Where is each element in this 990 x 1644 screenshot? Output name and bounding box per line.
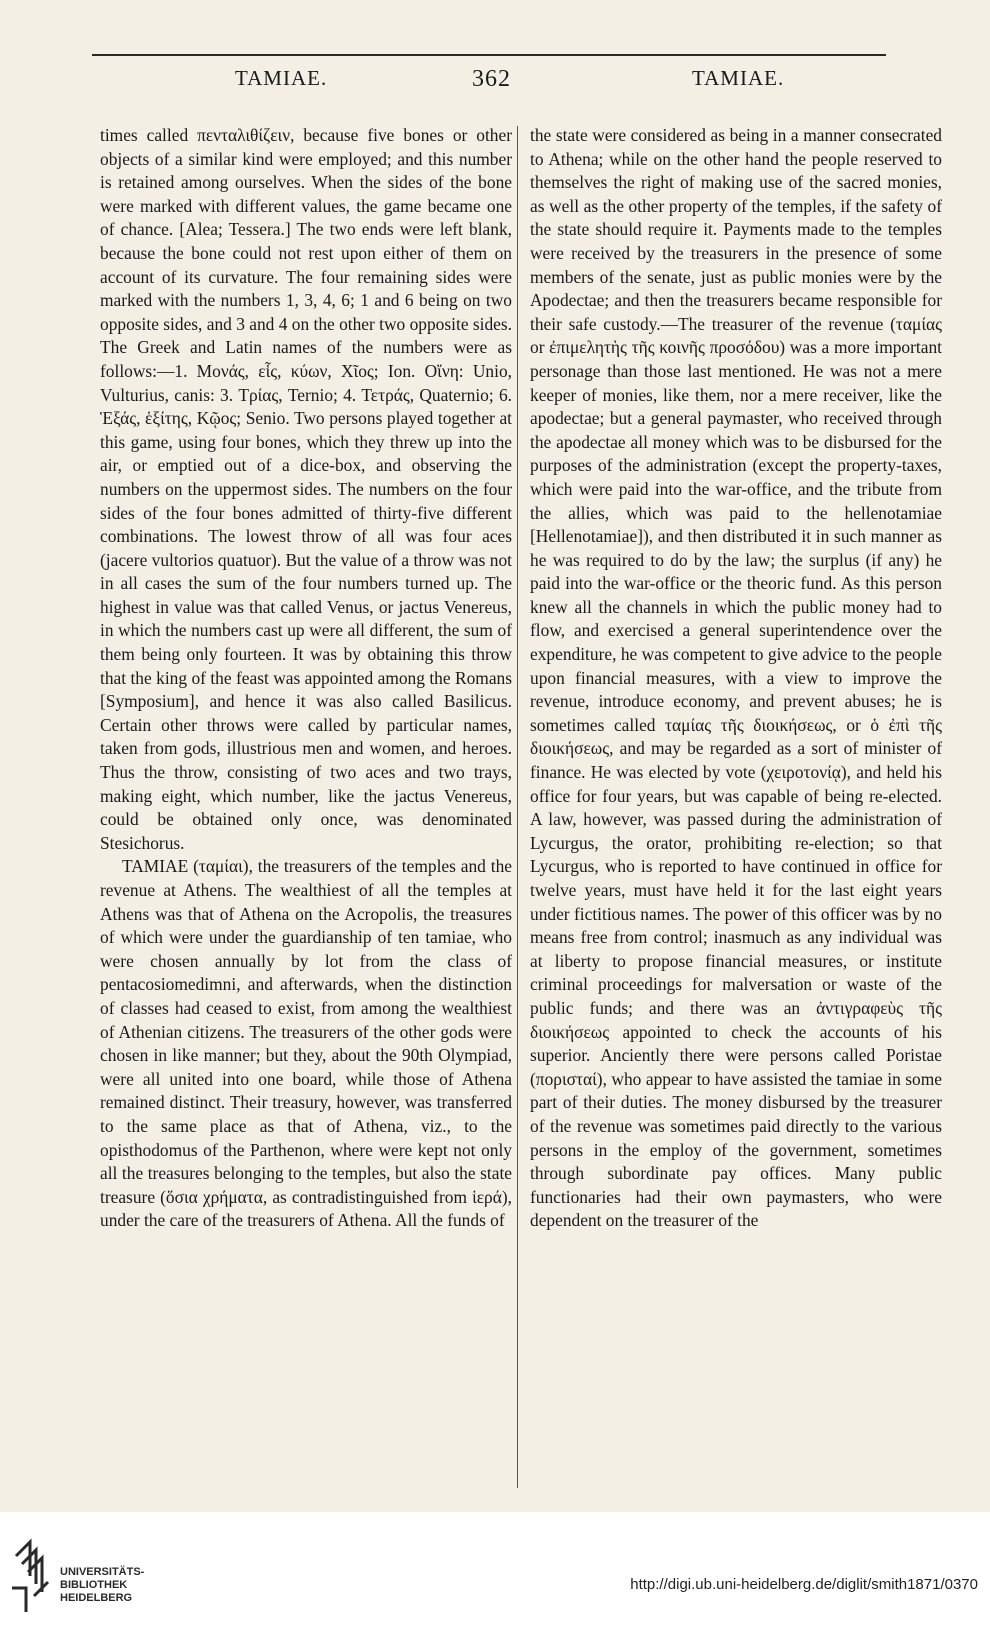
- running-head-left: TAMIAE.: [235, 66, 328, 90]
- right-column: [530, 124, 942, 1490]
- paragraph-tamiae-entry: TAMIAE (ταμίαι), the treasurers of the temples and the revenue at Athens. The wealthiest of all the temples at Athens was that of Athena on the Acropolis, the treasures of which were under the guardianship of ten tamiae, who were chosen annually by lot from the class of pentacosiomedimni, and afterwards, when the distinction of classes had ceased to exist, from among the wealthiest of Athenian citizens. The treasurers of the other gods were chosen in like manner; but they, about the 90th Olympiad, were all united into one board, while those of Athena remained distinct. Their treasury, however, was transferred to the same place as that of Athena, viz., to the opisthodomus of the Parthenon, where were kept not only all the treasures belonging to the temples, but also the state treasure (ὅσια χρήματα, as contradistinguished from ἱερά), under the care of the treasurers of Athena. All the funds of: [100, 856, 512, 1231]
- library-name: [60, 1566, 144, 1605]
- left-column: [100, 124, 512, 1490]
- running-head-right: TAMIAE.: [692, 66, 785, 90]
- library-logo-icon: [10, 1536, 54, 1616]
- library-line-3: HEIDELBERG: [60, 1592, 133, 1604]
- page-number: 362: [472, 66, 511, 92]
- library-line-2: BIBLIOTHEK: [60, 1579, 128, 1591]
- column-divider: [517, 126, 518, 1488]
- header-rule: [92, 54, 886, 56]
- permalink-url[interactable]: http://digi.ub.uni-heidelberg.de/diglit/smith1871/0370: [630, 1576, 978, 1593]
- paragraph-astragali-continued: times called πενταλιθίζειν, because five bones or other objects of a similar kind were employed; and this number is retained among ourselves. When the sides of the bone were marked with different values, the game became one of chance. [Alea; Tessera.] The two ends were left blank, because the bone could not rest upon either of them on account of its curvature. The four remaining sides were marked with the numbers 1, 3, 4, 6; 1 and 6 being on two opposite sides, and 3 and 4 on the other two opposite sides. The Greek and Latin names of the numbers were as follows:—1. Μονάς, εἷς, κύων, Χῖος; Ion. Οἴνη: Unio, Vulturius, canis: 3. Τρίας, Ternio; 4. Τετράς, Quaternio; 6. Ἑξάς, ἑξίτης, Κῷος; Senio. Two persons played together at this game, using four bones, which they threw up into the air, or emptied out of a dice-box, and observing the numbers on the uppermost sides. The numbers on the four sides of the four bones admitted of thirty-five different combinations. The lowest throw of all was four aces (jacere vultorios quatuor). But the value of a throw was not in all cases the sum of the four numbers turned up. The highest in value was that called Venus, or jactus Venereus, in which the numbers cast up were all different, the sum of them being only fourteen. It was by obtaining this throw that the king of the feast was appointed among the Romans [Symposium], and hence it was also called Basilicus. Certain other throws were called by particular names, taken from gods, illustrious men and women, and heroes. Thus the throw, consisting of two aces and two trays, making eight, which number, like the jactus Venereus, could be obtained only once, was denominated Stesichorus.: [100, 125, 512, 853]
- paragraph-tamiae-continued: the state were considered as being in a manner consecrated to Athena; while on the other hand the people reserved to themselves the right of making use of the sacred monies, as well as the other property of the temples, if the safety of the state should require it. Payments made to the temples were received by the treasurers in the presence of some members of the senate, just as public monies were by the Apodectae; and then the treasurers became responsible for their safe custody.—The treasurer of the revenue (ταμίας or ἐπιμελητὴς τῆς κοινῆς προσόδου) was a more important personage than those last mentioned. He was not a mere keeper of monies, like them, nor a mere receiver, like the apodectae; but a general paymaster, who received through the apodectae all money which was to be disbursed for the purposes of the administration (except the property-taxes, which were paid into the war-office, and the tribute from the allies, which was paid to the hellenotamiae [Hellenotamiae]), and then distributed it in such manner as he was required to do by the law; the surplus (if any) he paid into the war-office or the theoric fund. As this person knew all the channels in which the public money had to flow, and exercised a general superintendence over the expenditure, he was competent to give advice to the people upon financial measures, with a view to improve the revenue, introduce economy, and prevent abuses; he is sometimes called ταμίας τῆς διοικήσεως, or ὁ ἐπὶ τῆς διοικήσεως, and may be regarded as a sort of minister of finance. He was elected by vote (χειροτονίᾳ), and held his office for four years, but was capable of being re-elected. A law, however, was passed during the administration of Lycurgus, the orator, prohibiting re-election; so that Lycurgus, who is reported to have continued in office for twelve years, must have held it for the last eight years under fictitious names. The power of this officer was by no means free from control; inasmuch as any individual was at liberty to propose financial measures, or institute criminal proceedings for malversation or waste of the public funds; and there was an ἀντιγραφεὺς τῆς διοικήσεως appointed to check the accounts of his superior. Anciently there were persons called Poristae (πορισταί), who appear to have assisted the tamiae in some part of their duties. The money disbursed by the treasurer of the revenue was sometimes paid directly to the various persons in the employ of the government, sometimes through subordinate pay offices. Many public functionaries had their own paymasters, who were dependent on the treasurer of the: [530, 125, 942, 1231]
- page-header: [100, 66, 880, 100]
- library-line-1: UNIVERSITÄTS-: [60, 1566, 145, 1578]
